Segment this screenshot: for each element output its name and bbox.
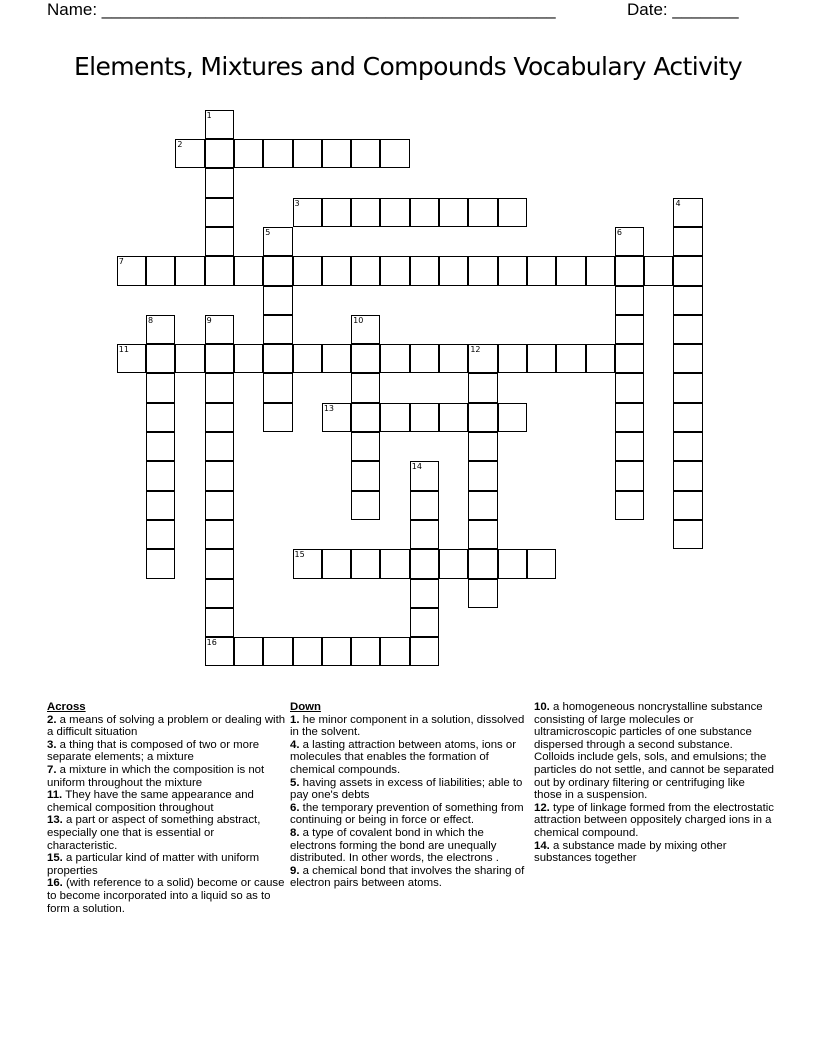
clue-number: 10 [353, 315, 364, 325]
crossword-cell[interactable] [498, 344, 527, 373]
crossword-cell[interactable] [293, 637, 322, 666]
clue-number: 8 [148, 315, 154, 325]
crossword-cell[interactable] [234, 637, 263, 666]
crossword-cell[interactable] [673, 344, 702, 373]
clue-number: 16 [206, 638, 217, 648]
name-field: Name: ________________________________________________ [47, 0, 556, 19]
crossword-cell[interactable] [205, 520, 234, 549]
crossword-cell[interactable] [468, 579, 497, 608]
down-clues-continued [534, 701, 774, 865]
clue-number: 14. [534, 839, 550, 852]
clue-item [47, 714, 287, 739]
crossword-cell[interactable] [293, 549, 322, 578]
clue-item [290, 739, 530, 777]
crossword-cell[interactable] [117, 256, 146, 285]
crossword-cell[interactable] [205, 491, 234, 520]
clue-text: type of linkage formed from the electrostatic attraction between oppositely charged ions in a chemical compound. [534, 801, 774, 839]
crossword-cell[interactable] [439, 344, 468, 373]
crossword-cell[interactable] [468, 491, 497, 520]
crossword-cell[interactable] [322, 403, 351, 432]
crossword-cell[interactable] [293, 256, 322, 285]
clue-item [290, 827, 530, 865]
clue-text: a mixture in which the composition is not uniform throughout the mixture [47, 763, 265, 789]
clue-text: a homogeneous noncrystalline substance consisting of large molecules or ultramicroscopic particles of one substance dispersed through a second substance. Colloids include gels, sols, and emulsions; the particles do not settle, and cannot be separated out by ordinary filtering or centrifuging like those in a suspension. [534, 701, 774, 802]
clue-number: 15 [294, 550, 305, 560]
crossword-cell[interactable] [234, 139, 263, 168]
clue-text: a part or aspect of something abstract, especially one that is essential or characteristic. [47, 814, 261, 852]
crossword-cell[interactable] [615, 344, 644, 373]
crossword-cell[interactable] [527, 549, 556, 578]
clue-number: 2 [177, 140, 183, 150]
crossword-cell[interactable] [410, 256, 439, 285]
crossword-cell[interactable] [615, 432, 644, 461]
crossword-cell[interactable] [205, 198, 234, 227]
crossword-cell[interactable] [351, 432, 380, 461]
clue-item [534, 840, 774, 865]
clue-number: 11 [118, 345, 129, 355]
crossword-cell[interactable] [380, 344, 409, 373]
crossword-cell[interactable] [380, 549, 409, 578]
crossword-cell[interactable] [351, 461, 380, 490]
crossword-cell[interactable] [322, 549, 351, 578]
crossword-cell[interactable] [205, 344, 234, 373]
crossword-cell[interactable] [673, 403, 702, 432]
crossword-cell[interactable] [673, 256, 702, 285]
crossword-cell[interactable] [205, 227, 234, 256]
clue-number: 1. [290, 713, 300, 726]
crossword-cell[interactable] [234, 256, 263, 285]
crossword-cell[interactable] [615, 256, 644, 285]
down-clues [290, 701, 530, 890]
down-heading: Down [290, 701, 322, 713]
crossword-cell[interactable] [586, 344, 615, 373]
clue-number: 12. [534, 801, 550, 814]
crossword-cell[interactable] [205, 637, 234, 666]
crossword-cell[interactable] [615, 286, 644, 315]
crossword-cell[interactable] [410, 520, 439, 549]
crossword-cell[interactable] [146, 549, 175, 578]
crossword-cell[interactable] [556, 256, 585, 285]
crossword-cell[interactable] [410, 637, 439, 666]
crossword-cell[interactable] [439, 403, 468, 432]
crossword-cell[interactable] [586, 256, 615, 285]
crossword-cell[interactable] [410, 579, 439, 608]
crossword-cell[interactable] [146, 520, 175, 549]
clue-number: 5. [290, 776, 300, 789]
crossword-cell[interactable] [322, 344, 351, 373]
across-clues [47, 701, 287, 915]
crossword-cell[interactable] [175, 256, 204, 285]
crossword-cell[interactable] [263, 403, 292, 432]
crossword-cell[interactable] [351, 198, 380, 227]
crossword-cell[interactable] [410, 198, 439, 227]
crossword-cell[interactable] [351, 344, 380, 373]
clue-item [290, 865, 530, 890]
clue-number: 2. [47, 713, 57, 726]
crossword-cell[interactable] [322, 139, 351, 168]
clue-item [47, 789, 287, 814]
crossword-cell[interactable] [468, 198, 497, 227]
crossword-cell[interactable] [205, 549, 234, 578]
clue-text: a thing that is composed of two or more separate elements; a mixture [47, 738, 260, 764]
crossword-cell[interactable] [468, 520, 497, 549]
crossword-cell[interactable] [468, 344, 497, 373]
across-heading: Across [47, 701, 86, 713]
clue-number: 9. [290, 864, 300, 877]
crossword-cell[interactable] [615, 403, 644, 432]
crossword-cell[interactable] [673, 520, 702, 549]
crossword-cell[interactable] [615, 227, 644, 256]
crossword-cell[interactable] [410, 491, 439, 520]
crossword-cell[interactable] [410, 344, 439, 373]
clue-text: a substance made by mixing other substances together [534, 839, 727, 865]
crossword-cell[interactable] [205, 168, 234, 197]
crossword-cell[interactable] [615, 373, 644, 402]
crossword-cell[interactable] [293, 139, 322, 168]
crossword-cell[interactable] [673, 227, 702, 256]
crossword-cell[interactable] [351, 139, 380, 168]
crossword-cell[interactable] [205, 373, 234, 402]
crossword-cell[interactable] [263, 286, 292, 315]
clue-number: 16. [47, 877, 63, 890]
crossword-cell[interactable] [380, 403, 409, 432]
crossword-cell[interactable] [673, 491, 702, 520]
clue-text: having assets in excess of liabilities; able to pay one's debts [290, 776, 523, 802]
crossword-cell[interactable] [410, 549, 439, 578]
crossword-cell[interactable] [175, 344, 204, 373]
crossword-cell[interactable] [146, 432, 175, 461]
crossword-cell[interactable] [146, 373, 175, 402]
crossword-cell[interactable] [468, 432, 497, 461]
crossword-cell[interactable] [205, 403, 234, 432]
crossword-cell[interactable] [527, 256, 556, 285]
clue-number: 7. [47, 763, 57, 776]
crossword-cell[interactable] [293, 198, 322, 227]
clue-text: a type of covalent bond in which the electrons forming the bond are unequally distributed. In other words, the electrons . [290, 826, 499, 865]
clue-text: They have the same appearance and chemical composition throughout [47, 789, 254, 814]
clue-item [534, 701, 774, 802]
clue-number: 8. [290, 826, 300, 839]
crossword-cell[interactable] [351, 637, 380, 666]
crossword-cell[interactable] [380, 256, 409, 285]
crossword-cell[interactable] [439, 198, 468, 227]
clue-number: 6 [616, 227, 622, 237]
crossword-cell[interactable] [205, 608, 234, 637]
clue-number: 13 [323, 403, 335, 413]
crossword-cell[interactable] [293, 344, 322, 373]
clue-number: 14 [411, 462, 422, 472]
crossword-cell[interactable] [380, 637, 409, 666]
crossword-cell[interactable] [263, 227, 292, 256]
crossword-cell[interactable] [205, 256, 234, 285]
crossword-cell[interactable] [468, 403, 497, 432]
crossword-cell[interactable] [205, 461, 234, 490]
clue-number: 5 [265, 227, 271, 237]
crossword-cell[interactable] [380, 198, 409, 227]
crossword-cell[interactable] [351, 491, 380, 520]
crossword-cell[interactable] [205, 432, 234, 461]
crossword-cell[interactable] [439, 256, 468, 285]
clue-item [47, 814, 287, 852]
crossword-cell[interactable] [263, 344, 292, 373]
crossword-cell[interactable] [468, 549, 497, 578]
crossword-cell[interactable] [146, 256, 175, 285]
crossword-cell[interactable] [468, 373, 497, 402]
clue-number: 4 [675, 198, 681, 208]
crossword-cell[interactable] [351, 256, 380, 285]
crossword-cell[interactable] [234, 344, 263, 373]
crossword-cell[interactable] [146, 315, 175, 344]
crossword-cell[interactable] [146, 344, 175, 373]
crossword-cell[interactable] [410, 608, 439, 637]
crossword-cell[interactable] [351, 373, 380, 402]
clue-number: 10. [534, 701, 550, 713]
crossword-cell[interactable] [615, 461, 644, 490]
clue-number: 12 [470, 345, 481, 355]
crossword-cell[interactable] [146, 491, 175, 520]
clue-item [290, 777, 530, 802]
crossword-cell[interactable] [146, 403, 175, 432]
clue-text: he minor component in a solution, dissolved in the solvent. [290, 713, 525, 739]
date-field: Date: _______ [627, 0, 739, 19]
clue-item [534, 802, 774, 840]
clue-text: a lasting attraction between atoms, ions or molecules that enables the formation of chemical compounds. [290, 738, 517, 776]
crossword-cell[interactable] [410, 403, 439, 432]
clue-text: a means of solving a problem or dealing with a difficult situation [47, 713, 286, 739]
crossword-cell[interactable] [205, 110, 234, 139]
crossword-cell[interactable] [498, 256, 527, 285]
clue-text: the temporary prevention of something from continuing or being in force or effect. [290, 801, 524, 827]
crossword-cell[interactable] [263, 256, 292, 285]
crossword-cell[interactable] [322, 198, 351, 227]
clue-number: 3. [47, 738, 57, 751]
crossword-cell[interactable] [439, 549, 468, 578]
clue-number: 7 [118, 257, 124, 267]
crossword-cell[interactable] [322, 637, 351, 666]
clue-number: 13. [47, 814, 63, 827]
crossword-cell[interactable] [673, 198, 702, 227]
crossword-cell[interactable] [498, 403, 527, 432]
clue-item [47, 764, 287, 789]
clue-item [47, 739, 287, 764]
crossword-cell[interactable] [263, 373, 292, 402]
crossword-cell[interactable] [527, 344, 556, 373]
crossword-cell[interactable] [673, 432, 702, 461]
crossword-cell[interactable] [351, 549, 380, 578]
crossword-cell[interactable] [498, 549, 527, 578]
clue-text: a chemical bond that involves the sharing of electron pairs between atoms. [290, 864, 525, 890]
crossword-cell[interactable] [117, 344, 146, 373]
clue-number: 3 [294, 198, 300, 208]
clue-number: 15. [47, 852, 63, 865]
clue-number: 4. [290, 738, 300, 751]
crossword-cell[interactable] [673, 315, 702, 344]
crossword-cell[interactable] [351, 403, 380, 432]
crossword-cell[interactable] [615, 491, 644, 520]
crossword-cell[interactable] [468, 256, 497, 285]
crossword-cell[interactable] [322, 256, 351, 285]
crossword-cell[interactable] [410, 461, 439, 490]
clue-number: 9 [206, 315, 212, 325]
crossword-cell[interactable] [205, 139, 234, 168]
clue-text: (with reference to a solid) become or cause to become incorporated into a liquid so as to form a solution. [47, 877, 285, 915]
clue-number: 6. [290, 801, 300, 814]
crossword-cell[interactable] [644, 256, 673, 285]
crossword-cell[interactable] [263, 315, 292, 344]
crossword-cell[interactable] [673, 286, 702, 315]
crossword-cell[interactable] [263, 139, 292, 168]
crossword-cell[interactable] [175, 139, 204, 168]
crossword-cell[interactable] [146, 461, 175, 490]
crossword-cell[interactable] [380, 139, 409, 168]
crossword-cell[interactable] [556, 344, 585, 373]
crossword-cell[interactable] [673, 461, 702, 490]
clue-item [47, 877, 287, 915]
crossword-cell[interactable] [351, 315, 380, 344]
crossword-cell[interactable] [498, 198, 527, 227]
clue-item [290, 714, 530, 739]
crossword-cell[interactable] [615, 315, 644, 344]
crossword-cell[interactable] [205, 315, 234, 344]
crossword-cell[interactable] [205, 579, 234, 608]
clue-number: 1 [206, 110, 212, 120]
clue-text: a particular kind of matter with uniform properties [47, 852, 260, 877]
clue-item [47, 852, 287, 877]
crossword-cell[interactable] [468, 461, 497, 490]
clue-item [290, 802, 530, 827]
crossword-cell[interactable] [263, 637, 292, 666]
page-title: Elements, Mixtures and Compounds Vocabulary Activity [73, 52, 743, 81]
clue-number: 11. [47, 789, 63, 802]
crossword-cell[interactable] [673, 373, 702, 402]
